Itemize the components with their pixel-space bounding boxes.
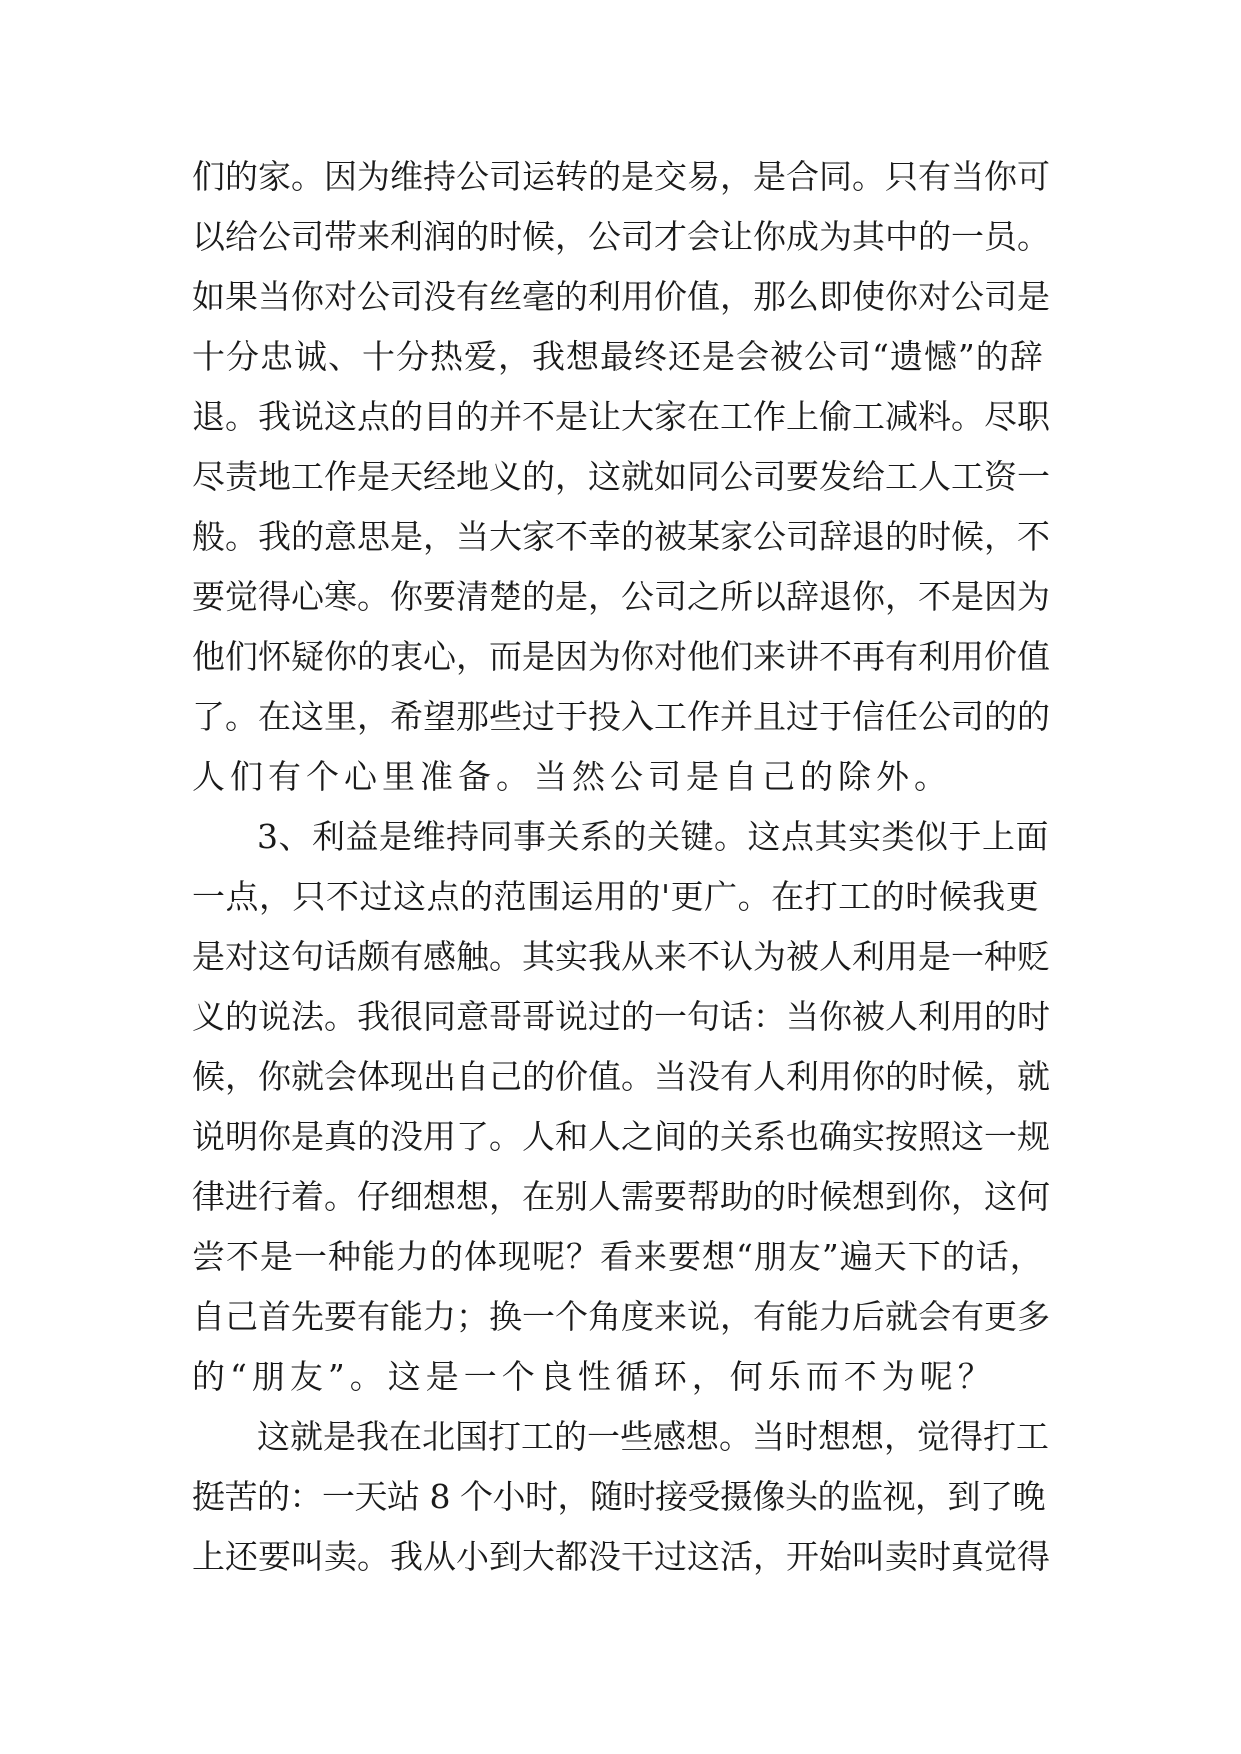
text-line: 十分忠诚、十分热爱，我想最终还是会被公司“遗憾”的辞 xyxy=(192,337,1044,376)
text-line: 义的说法。我很同意哥哥说过的一句话：当你被人利用的时 xyxy=(192,997,1050,1036)
text-line: 他们怀疑你的衷心，而是因为你对他们来讲不再有利用价值 xyxy=(192,637,1050,676)
text-line: 是对这句话颇有感触。其实我从来不认为被人利用是一种贬 xyxy=(192,937,1050,976)
text-line: 的“朋友”。这是一个良性循环，何乐而不为呢？ xyxy=(192,1357,996,1396)
text-line: 候，你就会体现出自己的价值。当没有人利用你的时候，就 xyxy=(192,1057,1050,1096)
text-line: 这就是我在北国打工的一些感想。当时想想，觉得打工 xyxy=(257,1417,1049,1456)
text-line: 如果当你对公司没有丝毫的利用价值，那么即使你对公司是 xyxy=(192,277,1050,316)
text-line: 自己首先要有能力；换一个角度来说，有能力后就会有更多 xyxy=(192,1297,1050,1336)
text-line: 了。在这里，希望那些过于投入工作并且过于信任公司的的 xyxy=(192,697,1050,736)
text-line: 般。我的意思是，当大家不幸的被某家公司辞退的时候，不 xyxy=(192,517,1050,556)
text-line: 尽责地工作是天经地义的，这就如同公司要发给工人工资一 xyxy=(192,457,1050,496)
text-line: 们的家。因为维持公司运转的是交易，是合同。只有当你可 xyxy=(192,157,1050,196)
text-line: 律进行着。仔细想想，在别人需要帮助的时候想到你，这何 xyxy=(192,1177,1050,1216)
text-line: 要觉得心寒。你要清楚的是，公司之所以辞退你，不是因为 xyxy=(192,577,1050,616)
text-line: 3、利益是维持同事关系的关键。这点其实类似于上面 xyxy=(257,817,1049,856)
text-line: 说明你是真的没用了。人和人之间的关系也确实按照这一规 xyxy=(192,1117,1050,1156)
text-line: 一点，只不过这点的范围运用的'更广。在打工的时候我更 xyxy=(192,877,1040,916)
text-line: 挺苦的：一天站 8 个小时，随时接受摄像头的监视，到了晚 xyxy=(192,1477,1045,1516)
text-line: 退。我说这点的目的并不是让大家在工作上偷工减料。尽职 xyxy=(192,397,1050,436)
text-line: 上还要叫卖。我从小到大都没干过这活，开始叫卖时真觉得 xyxy=(192,1537,1050,1576)
text-line: 以给公司带来利润的时候，公司才会让你成为其中的一员。 xyxy=(192,217,1050,256)
text-line: 尝不是一种能力的体现呢？看来要想“朋友”遍天下的话， xyxy=(192,1237,1044,1276)
text-line: 人们有个心里准备。当然公司是自己的除外。 xyxy=(192,757,952,796)
